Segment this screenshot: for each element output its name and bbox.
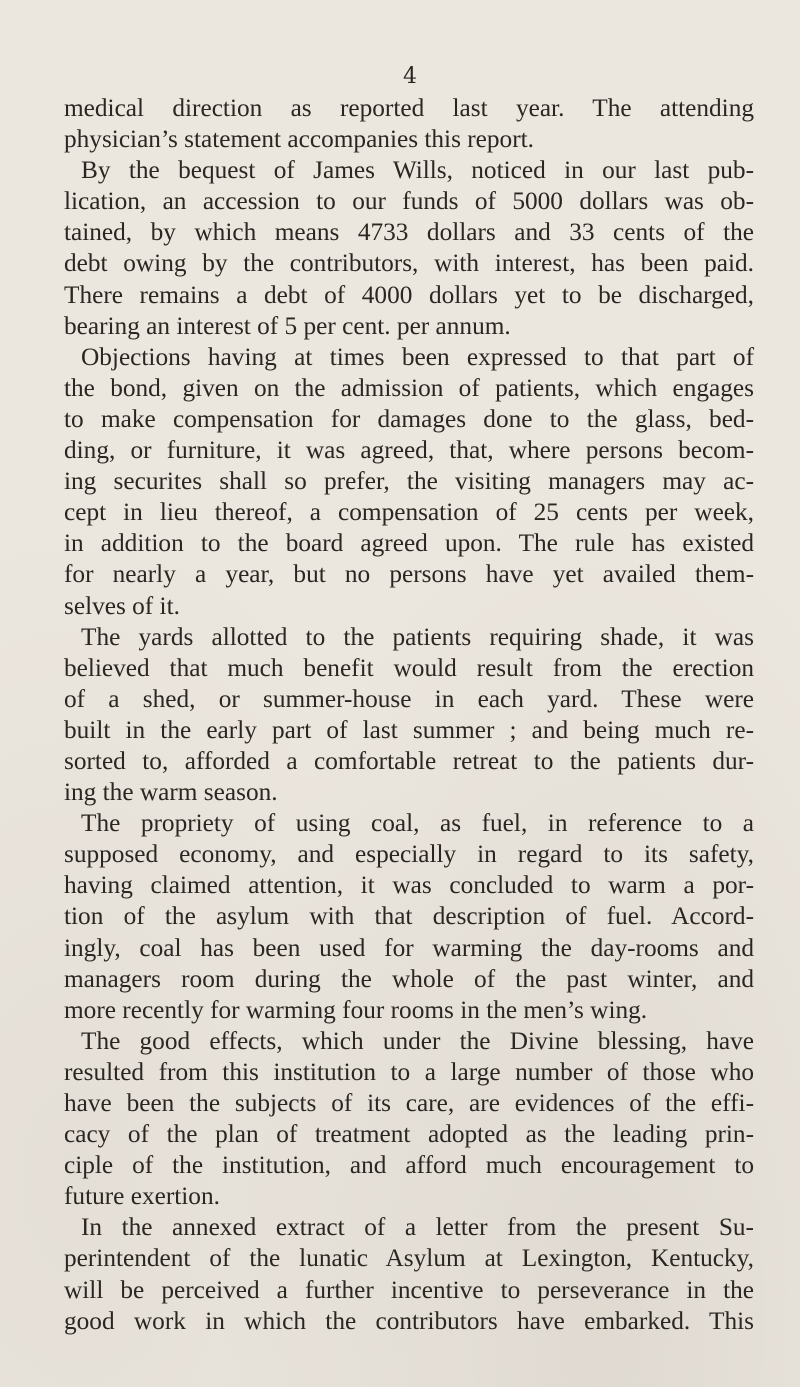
text-line: the bond, given on the admission of patients, which engages [64,373,754,402]
text-line: cept in lieu thereof, a compensation of 25 cents per week, [64,498,754,527]
text-line: There remains a debt of 4000 dollars yet to be discharged, [64,280,754,309]
text-line: The propriety of using coal, as fuel, in reference to a [81,809,754,838]
text-line: cacy of the plan of treatment adopted as the leading prin- [64,1120,754,1149]
text-line: debt owing by the contributors, with interest, has been paid. [64,249,754,278]
text-line: ing the warm season. [64,778,278,807]
text-line: The yards allotted to the patients requiring shade, it was [81,622,754,651]
text-line: physician’s statement accompanies this report. [64,125,534,154]
text-line: selves of it. [64,591,180,620]
text-line: tion of the asylum with that description of fuel. Accord- [64,902,754,931]
text-line: Objections having at times been expressed to that part of [81,342,754,371]
body-text [64,93,754,1337]
text-line: supposed economy, and especially in regard to its safety, [64,840,754,869]
text-line: ingly, coal has been used for warming the day-rooms and [64,933,754,962]
text-line: built in the early part of last summer ; and being much re- [64,715,754,744]
text-line: ing securites shall so prefer, the visiting managers may ac- [64,467,754,496]
text-line: resulted from this institution to a large number of those who [64,1057,754,1086]
text-line: believed that much benefit would result from the erection [64,653,754,682]
text-line: future exertion. [64,1182,220,1211]
text-line: good work in which the contributors have embarked. This [64,1306,754,1335]
text-line: in addition to the board agreed upon. The rule has existed [64,529,754,558]
text-line: managers room during the whole of the past winter, and [64,964,754,993]
text-line: ciple of the institution, and afford much encouragement to [64,1151,754,1180]
text-line: The good effects, which under the Divine blessing, have [81,1026,754,1055]
text-line: to make compensation for damages done to the glass, bed- [64,404,754,433]
text-line: medical direction as reported last year. The attending [64,94,754,122]
text-line: more recently for warming four rooms in the men’s wing. [64,995,648,1024]
page-number: 4 [403,64,417,89]
text-line: By the bequest of James Wills, noticed in our last pub- [81,156,754,185]
text-line: sorted to, afforded a comfortable retreat to the patients dur- [64,746,754,775]
text-line: tained, by which means 4733 dollars and 33 cents of the [64,218,754,247]
text-line: lication, an accession to our funds of 5000 dollars was ob- [64,187,754,216]
text-line: will be perceived a further incentive to perseverance in the [64,1275,754,1304]
text-line: having claimed attention, it was concluded to warm a por- [64,871,754,900]
text-line: ding, or furniture, it was agreed, that, where persons becom- [64,436,754,465]
text-line: have been the subjects of its care, are evidences of the effi- [64,1089,754,1117]
text-line: for nearly a year, but no persons have yet availed them- [64,560,754,589]
text-line: perintendent of the lunatic Asylum at Lexington, Kentucky, [64,1244,754,1273]
text-line: In the annexed extract of a letter from the present Su- [81,1213,754,1242]
text-line: bearing an interest of 5 per cent. per annum. [64,311,511,340]
text-line: of a shed, or summer-house in each yard. These were [64,684,754,713]
